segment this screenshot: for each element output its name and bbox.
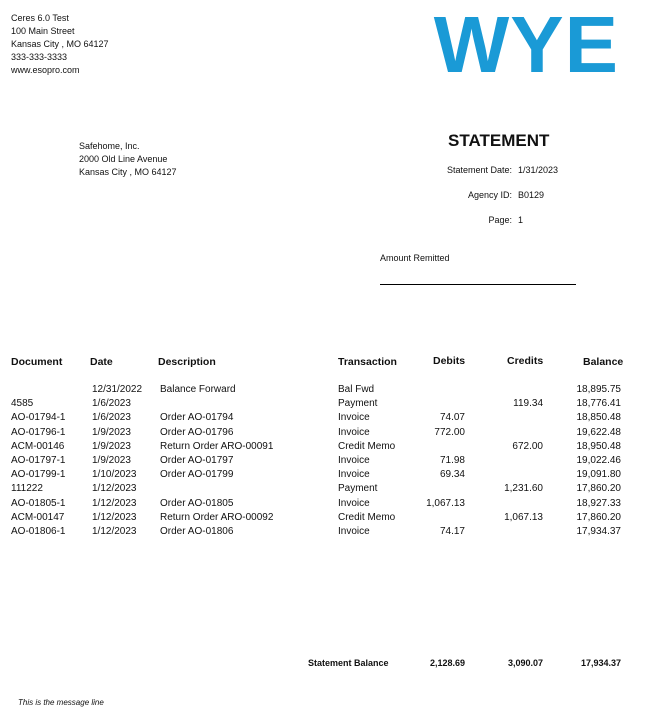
cell-date: 1/12/2023: [92, 525, 137, 537]
cell-transaction: Payment: [338, 483, 378, 495]
cell-document: AO-01799-1: [11, 469, 66, 481]
transaction-table: [0, 383, 647, 539]
cell-credits: 1,067.13: [504, 511, 543, 523]
cell-credits: 1,231.60: [504, 483, 543, 495]
statement-date-value: 1/31/2023: [518, 165, 559, 175]
cell-balance: 17,860.20: [576, 511, 621, 523]
statement-date-label: Statement Date:: [446, 165, 512, 175]
cell-transaction: Invoice: [338, 454, 370, 466]
statement-date-row: [412, 164, 558, 177]
cell-description: Return Order ARO-00092: [160, 511, 274, 523]
cell-description: Order AO-01797: [160, 454, 234, 466]
cell-document: AO-01796-1: [11, 426, 66, 438]
header-description: Description: [158, 356, 216, 368]
cell-balance: 18,850.48: [576, 412, 621, 424]
cell-document: ACM-00146: [11, 440, 65, 452]
recipient-city: Kansas City , MO 64127: [79, 167, 177, 177]
agency-id-label: Agency ID:: [467, 190, 512, 200]
page-row: [412, 214, 523, 227]
cell-balance: 19,091.80: [576, 469, 621, 481]
recipient-address: [79, 140, 177, 179]
cell-debits: 1,067.13: [426, 497, 465, 509]
table-row: [0, 525, 647, 539]
cell-transaction: Payment: [338, 398, 378, 410]
cell-balance: 17,934.37: [576, 525, 621, 537]
table-row: [0, 468, 647, 482]
cell-transaction: Invoice: [338, 469, 370, 481]
cell-debits: 74.07: [439, 412, 465, 424]
totals-balance: 17,934.37: [580, 658, 621, 668]
sender-street: 100 Main Street: [11, 26, 75, 36]
table-row: [0, 511, 647, 525]
cell-date: 1/6/2023: [92, 398, 131, 410]
amount-remitted-label: Amount Remitted: [380, 253, 450, 263]
table-row: [0, 411, 647, 425]
cell-date: 1/9/2023: [92, 426, 131, 438]
header-date: Date: [90, 356, 113, 368]
cell-transaction: Invoice: [338, 497, 370, 509]
cell-balance: 18,895.75: [576, 384, 621, 395]
agency-id-value: B0129: [518, 190, 545, 200]
cell-credits: 119.34: [513, 398, 543, 410]
cell-balance: 17,860.20: [576, 483, 621, 495]
cell-description: Balance Forward: [160, 384, 236, 395]
cell-date: 1/12/2023: [92, 511, 137, 523]
sender-address: [11, 12, 109, 77]
sender-city: Kansas City , MO 64127: [11, 39, 109, 49]
cell-date: 1/6/2023: [92, 412, 131, 424]
cell-transaction: Invoice: [338, 525, 370, 537]
cell-description: Order AO-01796: [160, 426, 234, 438]
cell-document: AO-01797-1: [11, 454, 66, 466]
header-document: Document: [11, 356, 63, 368]
cell-document: 111222: [11, 483, 43, 495]
cell-debits: 74.17: [439, 525, 465, 537]
cell-document: 4585: [11, 398, 34, 410]
totals-credits: 3,090.07: [507, 658, 543, 668]
cell-document: AO-01806-1: [11, 525, 66, 537]
cell-date: 12/31/2022: [92, 384, 143, 395]
cell-balance: 19,622.48: [576, 426, 621, 438]
table-row: [0, 383, 647, 397]
cell-description: Order AO-01799: [160, 469, 234, 481]
recipient-name: Safehome, Inc.: [79, 141, 140, 151]
table-row: [0, 454, 647, 468]
cell-credits: 672.00: [512, 440, 543, 452]
table-row: [0, 426, 647, 440]
recipient-street: 2000 Old Line Avenue: [79, 154, 168, 164]
cell-document: ACM-00147: [11, 511, 65, 523]
cell-balance: 18,950.48: [576, 440, 621, 452]
message-line: This is the message line: [18, 698, 104, 707]
page-label: Page:: [488, 215, 512, 225]
cell-document: AO-01794-1: [11, 412, 66, 424]
totals-debits: 2,128.69: [429, 658, 465, 668]
cell-document: AO-01805-1: [11, 497, 66, 509]
cell-balance: 18,927.33: [576, 497, 621, 509]
sender-phone: 333-333-3333: [11, 52, 68, 62]
header-transaction: Transaction: [338, 356, 397, 368]
header-credits: Credits: [507, 355, 544, 367]
agency-id-row: [412, 189, 544, 202]
cell-transaction: Bal Fwd: [338, 384, 375, 395]
cell-description: Order AO-01805: [160, 497, 234, 509]
sender-website: www.esopro.com: [11, 65, 80, 75]
company-logo: WYE: [433, 0, 619, 89]
table-row: [0, 497, 647, 511]
cell-balance: 18,776.41: [576, 398, 621, 410]
sender-name: Ceres 6.0 Test: [11, 13, 69, 23]
cell-debits: 71.98: [439, 454, 465, 466]
cell-date: 1/12/2023: [92, 483, 137, 495]
cell-date: 1/10/2023: [92, 469, 137, 481]
header-debits: Debits: [433, 355, 466, 367]
cell-transaction: Invoice: [338, 412, 370, 424]
table-row: [0, 440, 647, 454]
table-row: [0, 482, 647, 496]
table-row: [0, 397, 647, 411]
cell-transaction: Invoice: [338, 426, 370, 438]
statement-title: STATEMENT: [448, 131, 550, 150]
cell-date: 1/9/2023: [92, 454, 131, 466]
cell-balance: 19,022.46: [576, 454, 621, 466]
amount-remitted-line: [380, 284, 576, 285]
cell-debits: 772.00: [434, 426, 465, 438]
cell-date: 1/12/2023: [92, 497, 137, 509]
cell-transaction: Credit Memo: [338, 511, 396, 523]
header-balance: Balance: [583, 356, 624, 368]
cell-transaction: Credit Memo: [338, 440, 396, 452]
page-value: 1: [518, 215, 524, 225]
cell-description: Order AO-01806: [160, 525, 234, 537]
cell-description: Order AO-01794: [160, 412, 234, 424]
totals-label: Statement Balance: [308, 658, 389, 668]
cell-description: Return Order ARO-00091: [160, 440, 274, 452]
cell-date: 1/9/2023: [92, 440, 131, 452]
cell-debits: 69.34: [439, 469, 465, 481]
